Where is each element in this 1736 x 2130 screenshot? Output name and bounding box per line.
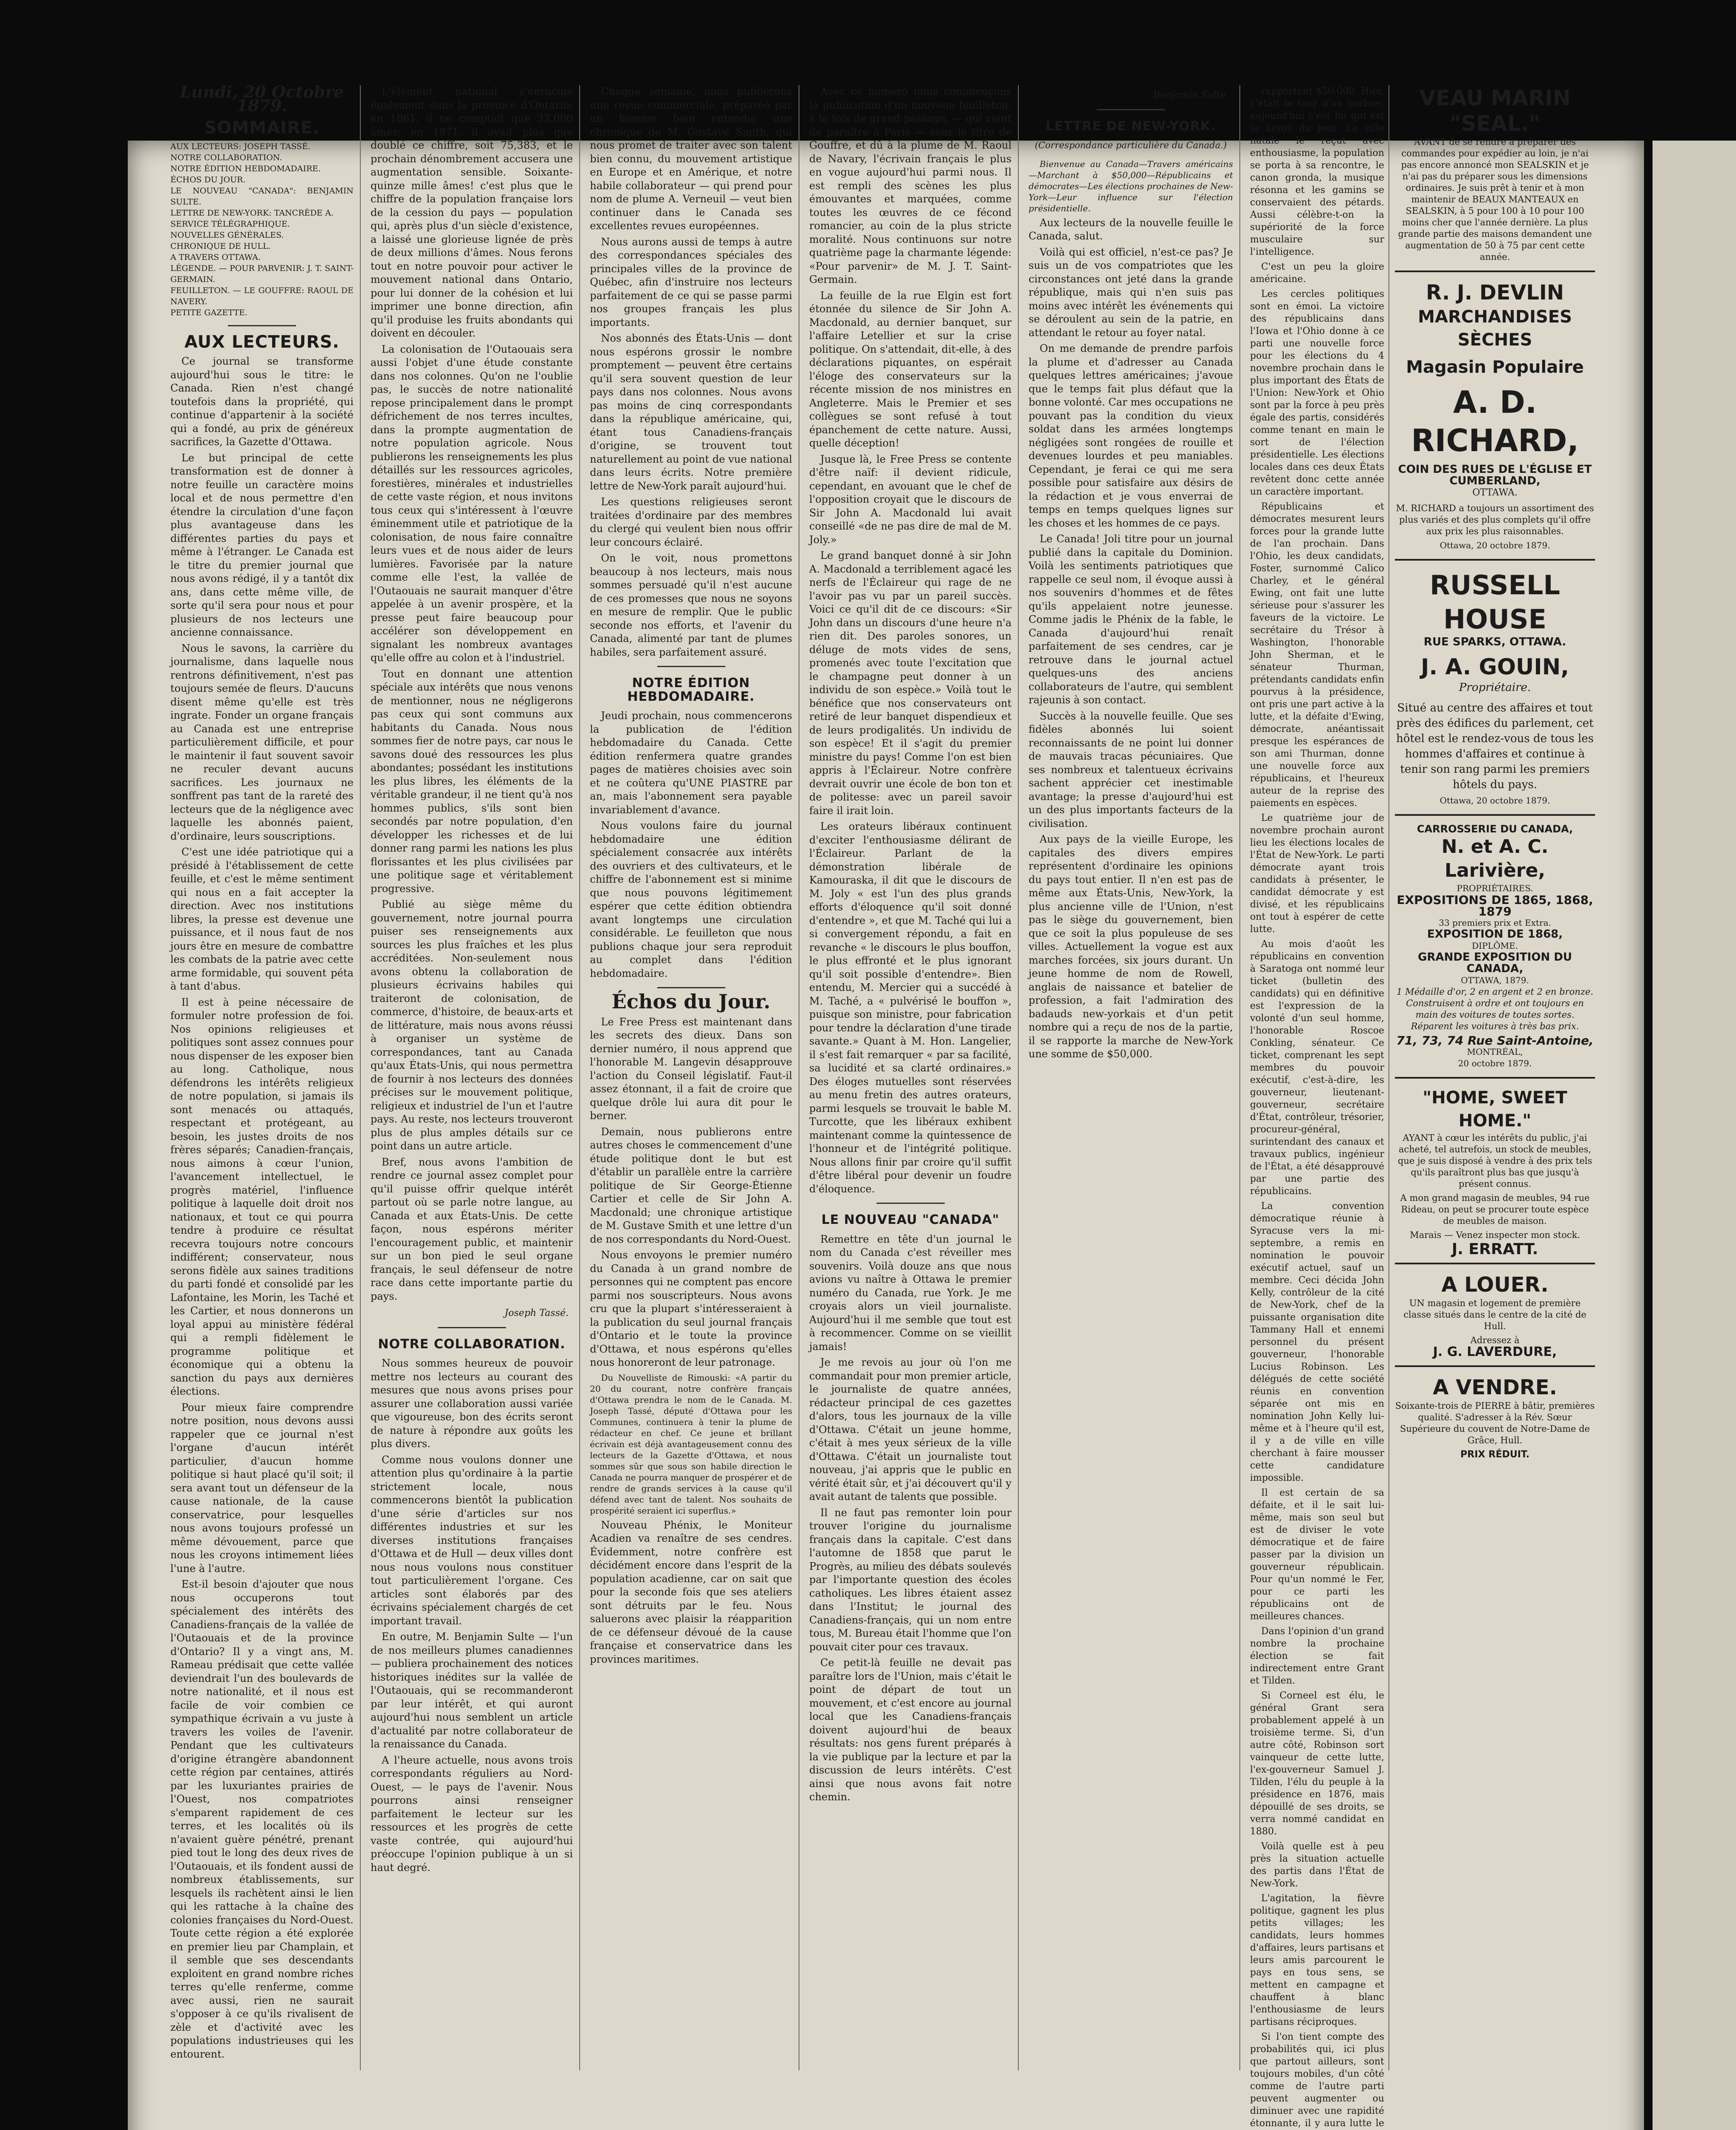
column-3	[590, 85, 792, 2070]
divider	[1097, 109, 1165, 110]
ad-date: 20 octobre 1879.	[1458, 1058, 1532, 1068]
article-paragraph: Il est à peine nécessaire de formuler notre profession de foi. Nos opinions religieuses et politiques sont assez connues pour nous dispenser de les exposer bien au long. Catholique, nous défendrons les intérêts religieux de notre population, si jamais ils sont menacés ou attaqués, respectant et protégeant, au besoin, les justes droits de nos frères séparés; Canadien-français, nous aimons à cœur l'union, l'avancement intellectuel, le progrès matériel, l'influence politique à laquelle doit droit nos nationaux, et tout ce qui pourra tendre à produire ce résultat recevra toujours notre concours indifférent; conservateur, nous serons fidèle aux saines traditions du parti fondé et consolidé par les Lafontaine, les Morin, les Taché et les Cartier, et nous donnerons un loyal appui au ministère fédéral qui a rempli fidèlement le programme politique et économique qui a obtenu la sanction du pays aux dernières élections.	[170, 996, 354, 1397]
ad-body: 1 Médaille d'or, 2 en argent et 2 en bronze. Construisent à ordre et ont toujours en main des voitures de toutes sortes. Réparent les voitures à très bas prix.	[1397, 987, 1593, 1031]
article-paragraph: Pour mieux faire comprendre notre position, nous devons aussi rappeler que ce journal n'est l'organe d'aucun intérêt particulier, d'aucun homme politique si haut placé qu'il soit; il sera avant tout un défenseur de la cause nationale, de la cause conservatrice, pour lesquelles nous avons toujours professé un même dévouement, parce que nous les croyons intimement liées l'une à l'autre.	[170, 1401, 354, 1574]
ad-title: RUSSELL HOUSE	[1430, 570, 1560, 635]
ad-title: R. J. DEVLIN	[1426, 281, 1564, 305]
ad-expo: GRANDE EXPOSITION DU CANADA,	[1417, 951, 1572, 975]
ad-body: UN magasin et logement de première classe situés dans le centre de la cité de Hull.	[1403, 1298, 1587, 1331]
lettre-ny-title: LETTRE DE NEW-YORK.	[1046, 118, 1216, 134]
sommaire-item: NOTRE ÉDITION HEBDOMADAIRE.	[170, 164, 321, 173]
ad-subtitle: Magasin Populaire	[1406, 357, 1584, 377]
article-paragraph: Républicains et démocrates mesurent leurs forces pour la grande lutte de l'an prochain. Dans l'Ohio, les deux candidats, Foster, surnommé Calico Charley, et le général Ewing, ont fait une lutte sérieuse pour s'assurer les faveurs de la victoire. Le secrétaire du Trésor à Washington, l'honorable John Sherman, et le sénateur Thurman, prétendants candidats enfin pourvus à la présidence, ont pris une part active à la lutte, et la défaite d'Ewing, démocrate, anéantissait presque les espérances de son ami Thurman, donne une nouvelle force aux républicains, et l'heureux auteur de la reprise des paiements en espèces.	[1250, 501, 1384, 809]
divider	[1395, 1365, 1595, 1367]
ad-russell-house	[1395, 568, 1595, 806]
article-paragraph: A l'heure actuelle, nous avons trois correspondants réguliers au Nord-Ouest, — le pays de l'avenir. Nous pourrons ainsi renseigner parfaitement le lecteur sur les ressources et les progrès de cette vaste contrée, qui aujourd'hui préoccupe l'opinion publique à un si haut degré.	[371, 1754, 573, 1874]
ad-address: RUE SPARKS, OTTAWA.	[1423, 636, 1566, 648]
article-paragraph: Dans l'opinion d'un grand nombre la prochaine élection se fait indirectement entre Grant et Tilden.	[1250, 1626, 1384, 1686]
ad-body: AVANT de se rendre à préparer des commandes pour expédier au loin, je n'ai pas encore annoncé mon SEALSKIN et je n'ai pas du préparer sous les dimensions ordinaires. Je suis prêt à tenir et à mon maintenir de BEAUX MANTEAUX en SEALSKIN, à 5 pour 100 à 10 pour 100 moins cher que l'année dernière. La plus grande partie des maisons demandent une augmentation de 50 à 75 par cent cette année.	[1398, 137, 1592, 262]
article-paragraph: Ce journal se transforme aujourd'hui sous le titre: le Canada. Rien n'est changé toutefois dans la propriété, qui continue d'appartenir à la société qui a fondé, au prix de généreux sacrifices, la Gazette d'Ottawa.	[170, 355, 354, 448]
article-paragraph: Le quatrième jour de novembre prochain auront lieu les élections locales de l'État de New-York. Le parti démocrate ayant trois candidats à présenter, le candidat démocrate y est divisé, et les républicains ont tout à espérer de cette lutte.	[1250, 813, 1384, 935]
divider	[877, 1203, 945, 1204]
divider	[1395, 814, 1595, 816]
ad-name: A. D. RICHARD,	[1411, 384, 1579, 458]
article-paragraph: Remettre en tête d'un journal le nom du Canada c'est réveiller mes souvenirs. Voilà douze ans que nous avions vu naître à Ottawa le premier numéro du Canada, rue York. Je me croyais alors un vieil journaliste. Aujourd'hui il me semble que tout est à recommencer. Comme on se vieillit jamais!	[809, 1233, 1012, 1353]
lettre-ny-subtitle: (Correspondance particulière du Canada.)	[1035, 140, 1227, 150]
ad-date: Ottawa, 20 octobre 1879.	[1440, 795, 1550, 806]
article-paragraph: Publié au siège même du gouvernement, notre journal pourra puiser ses renseignements aux sources les plus fraîches et les plus accréditées. Non-seulement nous avons obtenu la collaboration de plusieurs écrivains habiles qui traiteront de colonisation, de commerce, d'histoire, de beaux-arts et de littérature, mais nous avons réussi à organiser un système de correspondances, tant au Canada qu'aux États-Unis, qui nous permettra de fournir à nos lecteurs des données précises sur le mouvement politique, religieux et industriel de l'un et l'autre pays. Au reste, nos lecteurs trouveront plus de plus amples détails sur ce point dans un autre article.	[371, 898, 573, 1152]
divider	[657, 987, 725, 988]
ad-owner: J. A. GOUIN,	[1420, 654, 1569, 680]
sommaire-item: CHRONIQUE DE HULL.	[170, 241, 271, 251]
aux-lecteurs-title: AUX LECTEURS.	[184, 332, 340, 352]
article-paragraph: La convention démocratique réunie à Syracuse vers la mi-septembre, a remis en nomination le pouvoir exécutif actuel, sauf un membre. Ceci décida John Kelly, contrôleur de la cité de New-York, chef de la puissante organisation dite Tammany Hall et ennemi personnel du présent gouverneur, l'honorable Lucius Robinson. Les délégués de cette société réunis en convention séparée ont mis en nomination John Kelly lui-même et à l'heure qu'il est, il y a de ville en ville cherchant à faire mousser cette candidature impossible.	[1250, 1201, 1384, 1483]
ad-body: Marais — Venez inspecter mon stock.	[1410, 1230, 1580, 1240]
article-summary: Bienvenue au Canada—Travers américains—Marchant à $50,000—Républicains et démocrates—Les élections prochaines de New-York—Leur influence sur l'élection présidentielle.	[1029, 158, 1233, 213]
column-rule	[1239, 85, 1240, 2070]
article-paragraph: En outre, M. Benjamin Sulte — l'un de nos meilleurs plumes canadiennes — publiera prochainement des notices historiques inédites sur la vallée de l'Outaouais, qui se recommanderont par leur intérêt, et qui auront aujourd'hui nous semblent un article d'actualité par notre collaborateur de la renaissance du Canada.	[371, 1631, 573, 1750]
article-paragraph: Comme nous voulons donner une attention plus qu'ordinaire à la partie strictement locale, nous commencerons bientôt la publication d'une série d'articles sur nos différentes industries et sur les diverses institutions françaises d'Ottawa et de Hull — deux villes dont nous nous voulons nous constituer tout particulièrement l'organe. Ces articles sont élaborés par des écrivains spécialement chargés de cet important travail.	[371, 1454, 573, 1627]
article-paragraph: Au mois d'août les républicains en convention à Saratoga ont nommé leur ticket (bulletin des candidats) qui en définitive est l'expression de la volonté d'un seul homme, l'honorable Roscoe Conkling, sénateur. Ce ticket, comprenant les sept membres du pouvoir exécutif, c'est-à-dire, les gouverneur, lieutenant-gouverneur, secrétaire d'État, contrôleur, trésorier, procureur-général, surintendant des canaux et travaux publics, ingénieur de l'État, a été désapprouvé par une partie des républicains.	[1250, 939, 1384, 1197]
article-paragraph: Les cercles politiques sont en émoi. La victoire des républicains dans l'Iowa et l'Ohio donne à ce parti une nouvelle force pour les élections du 4 novembre prochain dans le plus important des États de l'Union: New-York et Ohio sont par la force à peu près égale des partis, considérés comme tenant en main le sort de l'élection présidentielle. Les élections locales dans ces deux États revêtent donc cette année un caractère important.	[1250, 289, 1384, 497]
ad-title: CARROSSERIE DU CANADA,	[1417, 823, 1573, 835]
article-paragraph: La feuille de la rue Elgin est fort étonnée du silence de Sir John A. Macdonald, au dernier banquet, sur l'affaire Letellier et sur la crise politique. On s'attendait, dit-elle, à des déclarations piquantes, on espérait l'éloge des conservateurs sur la récente mission de nos ministres en Angleterre. Mais le Premier et ses collègues se sont refusé à tout épanchement de cette nature. Aussi, quelle déception!	[809, 289, 1012, 449]
sommaire-list	[170, 141, 354, 318]
ad-contact: Adressez à	[1470, 1335, 1520, 1345]
article-paragraph: Le grand banquet donné à sir John A. Macdonald a terriblement agacé les nerfs de l'Éclaireur qui rage de ne l'avoir pas vu par un pareil succès. Voici ce qu'il dit de ce discours: «Sir John dans un discours d'une heure n'a rien dit. Des paroles sonores, un déluge de mots vides de sens, promenés avec toute l'excitation que le champagne peut donner à un individu de son espèce.» Voilà tout le bénéfice que nos conservateurs ont retiré de leur banquet dispendieux et de leurs prodigalités. Un individu de son espèce! Et il s'agit du premier ministre du pays! Comme l'on est bien appris à l'Éclaireur. Notre confrère devrait ouvrir une école de bon ton et de politesse: avec un pareil savoir faire il irait loin.	[809, 550, 1012, 817]
dateline: Lundi, 20 Octobre 1879.	[180, 82, 344, 115]
ad-date: Ottawa, 20 octobre 1879.	[1440, 540, 1550, 550]
article-paragraph: rapportent $50,000. Hier, c'était le tour d'un barbier, aujourd'hui c'est lui qui est le héros du jour. La ville natale le reçut avec enthousiasme, la population se porta à sa rencontre, le canon gronda, la musique résonna et les gamins se conservaient des pétards. Aussi célèbre-t-on la supériorité de la force musculaire sur l'intelligence.	[1250, 86, 1384, 257]
article-paragraph: On le voit, nous promettons beaucoup à nos lecteurs, mais nous sommes persuadé qu'il n'est aucune de ces promesses que nous ne soyons en mesure de remplir. Que le public seconde nos efforts, et l'avenir du Canada, alimenté par tant de plumes habiles, sera parfaitement assuré.	[590, 552, 792, 658]
column-rule	[1018, 85, 1019, 2070]
article-paragraph: C'est une idée patriotique qui a présidé à l'établissement de cette feuille, et c'est le même sentiment qui nous en a fait accepter la direction. Avec nos institutions libres, la presse est devenue une puissance, et il nous faut de nos jours être en mesure de combattre les combats de la patrie avec cette arme formidable, qui souvent péta à tant d'abus.	[170, 846, 354, 992]
ad-title: VEAU MARIN "SEAL."	[1419, 86, 1571, 136]
ad-address: 71, 73, 74 Rue Saint-Antoine,	[1396, 1033, 1594, 1048]
sommaire-item: PETITE GAZETTE.	[170, 308, 247, 317]
ad-title: A LOUER.	[1441, 1273, 1549, 1297]
ad-owner: J. ERRATT.	[1451, 1241, 1538, 1258]
article-paragraph: Les questions religieuses seront traitées d'ordinaire par des membres du clergé qui veulent bien nous offrir leur concours éclairé.	[590, 496, 792, 548]
article-paragraph: Nous aurons aussi de temps à autre des correspondances spéciales des principales villes de la province de Québec, afin d'instruire nos lecteurs parfaitement de ce qui se passe parmi nos groupes français les plus importants.	[590, 236, 792, 328]
signature: Joseph Tassé.	[504, 1308, 569, 1318]
ad-expo: EXPOSITIONS DE 1865, 1868, 1879	[1397, 893, 1593, 918]
ad-expo: EXPOSITION DE 1868,	[1427, 928, 1563, 941]
sommaire-item: AUX LECTEURS: JOSEPH TASSÉ.	[170, 141, 311, 151]
column-rule	[579, 85, 580, 2070]
column-4	[809, 85, 1012, 2070]
ad-subtitle: MARCHANDISES SÈCHES	[1418, 307, 1572, 350]
ad-body: M. RICHARD a toujours un assortiment des plus variés et des plus complets qu'il offre aux prix les plus raisonnables.	[1396, 503, 1594, 536]
sommaire-item: FEUILLETON. — LE GOUFFRE: RAOUL DE NAVERY.	[170, 285, 354, 306]
ad-body: A mon grand magasin de meubles, 94 rue Rideau, on peut se procurer toute espèce de meubles de maison.	[1400, 1193, 1590, 1226]
divider	[1395, 1077, 1595, 1079]
article-paragraph: Tout en donnant une attention spéciale aux intérêts que nous venons de mentionner, nous ne négligerons pas ceux qui sont communs aux habitants du Canada. Nous nous sommes fier de notre pays, car nous le savons doué des ressources les plus abondantes; possédant les institutions les plus libres, les éléments de la véritable grandeur, il ne tient qu'à nos hommes publics, s'ils sont bien secondés par notre population, d'en développer les richesses et de lui donner rang parmi les nations les plus florissantes et les plus civilisées par une politique sage et véritablement progressive.	[371, 668, 573, 895]
notre-edition-title: NOTRE ÉDITION HEBDOMADAIRE.	[627, 676, 755, 704]
article-paragraph: Du Nouvelliste de Rimouski: «A partir du 20 du courant, notre confrère français d'Ottawa prendra le nom de le Canada. M. Joseph Tassé, député d'Ottawa pour les Communes, continuera à tenir la plume de rédacteur en chef. Ce jeune et brillant écrivain est déjà avantageusement connu des lecteurs de la Gazette d'Ottawa, et nous sommes sûr que sous son habile direction le Canada ne pourra manquer de prospérer et de rendre de grands services à la cause qu'il défend avec tant de talent. Nos souhaits de prospérité seraient ici superflus.»	[590, 1372, 793, 1516]
article-paragraph: Les orateurs libéraux continuent d'exciter l'enthousiasme délirant de l'Éclaireur. Parlant de la démonstration libérale de Kamouraska, il dit que le discours de M. Joly « est l'un des plus grands efforts d'éloquence qu'il soit donné d'entendre », et que M. Taché qui lui a si convergement répondu, a fait en revanche « le discours le plus bouffon, le plus effronté et le plus ignorant qu'il soit possible d'entendre». Bien entendu, M. Mercier qui a succédé à M. Taché, a « pulvérisé le bouffon », puisque son ministre, pour fabrication pour tendre la déclaration d'une tirade savante.» Quant à M. Hon. Langelier, il s'est fait remarquer « par sa facilité, sa lucidité et sa clarté ordinaires.» Des éloges mutuelles sont réservées au menu fretin des autres orateurs, parmi lesquels se trouvait le bable M. Turcotte, que les libéraux exhibent maintenant comme la quintessence de l'honneur et de l'intégrité politique. Nous allons finir par croire qu'il suffit d'être libéral pour devenir un foudre d'éloquence.	[809, 820, 1012, 1195]
ad-role: PROPRIÉTAIRES.	[1457, 883, 1533, 893]
ad-body: Situé au centre des affaires et tout près des édifices du parlement, cet hôtel est le rendez-vous de tous les hommes d'affaires et continue à tenir son rang parmi les premiers hôtels du pays.	[1396, 702, 1594, 791]
sommaire-item: LETTRE DE NEW-YORK: TANCRÈDE A.	[170, 208, 334, 218]
ad-role: Propriétaire.	[1459, 681, 1531, 694]
ad-city: MONTRÉAL,	[1467, 1047, 1523, 1057]
ad-prizes: 33 premiers prix et Extra.	[1439, 918, 1551, 928]
notre-collaboration-title: NOTRE COLLABORATION.	[378, 1336, 566, 1352]
article-paragraph: Aux pays de la vieille Europe, les capitales des divers empires représentent d'ordinaire les opinions du pays tout entier. Il n'en est pas de même aux États-Unis, New-York, la plus ancienne ville de l'Union, n'est pas le siège du gouvernement, bien que ce soit la plus populeuse de ses villes. Actuellement la vogue est aux marches forcées, six jours durant. Un jeune homme de nom de Rowell, anglais de naissance et batelier de profession, a fait l'admiration des badauds new-yorkais et d'un petit nombre qui a reçu de nos de la partie, il se rapporte la marche de New-York une somme de $50,000.	[1029, 833, 1233, 1060]
article-paragraph: L'élément national s'enracine également dans la province d'Ontario; en 1861, il ne comptait que 33,000 âmes; en 1871, il avait plus que doublé ce chiffre, soit 75,383, et le prochain dénombrement accusera une augmentation sensible. Soixante-quinze mille âmes! c'est plus que le chiffre de la population française lors de la cession du pays — population qui, après plus d'un siècle d'existence, a laissé une glorieuse lignée de près de deux millions d'âmes. Nous ferons tout en notre pouvoir pour activer le mouvement national dans Ontario, pour lui donner de la cohésion et lui imprimer une bonne direction, afin qu'il produise les fruits abondants qui doivent en découler.	[371, 86, 573, 339]
adjacent-page-edge	[1653, 141, 1736, 2130]
ad-body: Soixante-trois de PIERRE à bâtir, premières qualité. S'adresser à la Rév. Sœur Supérieure du couvent de Notre-Dame de Grâce, Hull.	[1395, 1401, 1595, 1445]
article-paragraph: Le Canada! Joli titre pour un journal publié dans la capitale du Dominion. Voilà les sentiments patriotiques que rappelle ce seul nom, il évoque aussi à nos souvenirs d'hommes et de fêtes qu'ils appelaient notre jeunesse. Comme jadis le Phénix de la fable, le Canada d'aujourd'hui renaît parfaitement de ses cendres, car je retrouve dans le journal actuel quelques-uns des anciens collaborateurs de l'autre, qui semblent rajeunis à son contact.	[1029, 533, 1233, 706]
echos-title: Échos du Jour.	[612, 990, 770, 1013]
article-paragraph: La colonisation de l'Outaouais sera aussi l'objet d'une étude constante dans nos colonnes. Qu'on ne l'oublie pas, le succès de notre nationalité repose principalement dans le prompt défrichement de nos terres incultes, dans la prompte augmentation de notre population agricole. Nous publierons les renseignements les plus détaillés sur les ressources agricoles, forestières, minérales et industrielles de cette vaste région, et nous invitons tous ceux qui s'intéressent à l'œuvre éminemment utile et patriotique de la colonisation, de nous faire connaître leurs vues et de nous aider de leurs lumières. Favorisée par la nature comme elle l'est, la vallée de l'Outaouais ne saurait manquer d'être appelée à un avenir prospère, et la presse peut faire beaucoup pour accélérer son développement en signalant les nombreux avantages qu'elle offre au colon et à l'industriel.	[371, 343, 573, 664]
article-paragraph: C'est un peu la gloire américaine.	[1250, 262, 1384, 285]
divider	[1395, 1263, 1595, 1264]
sommaire-title: SOMMAIRE.	[204, 118, 320, 138]
ad-body: AYANT à cœur les intérêts du public, j'ai acheté, tel autrefois, un stock de meubles, que je suis disposé à vendre à des prix tels qu'ils paraîtront plus bas que jusqu'à présent connus.	[1397, 1133, 1592, 1189]
sommaire-item: SERVICE TÉLÉGRAPHIQUE.	[170, 219, 290, 229]
divider	[228, 325, 296, 326]
column-rule	[360, 85, 361, 2070]
article-paragraph: Le but principal de cette transformation est de donner à notre feuille un caractère moins local et de nous permettre d'en étendre la circulation d'une façon plus avantageuse dans les différentes parties du pays et même à l'étranger. Le Canada est le titre du premier journal que nous avons rédigé, il y a tantôt dix ans, dans cette même ville, de sorte qu'il sera pour nous et pour plusieurs de nos lecteurs une ancienne connaissance.	[170, 452, 354, 638]
divider	[657, 666, 725, 667]
ad-seal	[1395, 85, 1595, 263]
column-5	[1029, 85, 1233, 2070]
sommaire-item: NOTRE COLLABORATION.	[170, 153, 282, 162]
column-1	[170, 82, 354, 2070]
ad-address: COIN DES RUES DE L'ÉGLISE ET CUMBERLAND,	[1398, 463, 1592, 487]
article-paragraph: Jeudi prochain, nous commencerons la publication de l'édition hebdomadaire du Canada. Cette édition renfermera quatre grandes pages de matières choisies avec soin et ne coûtera qu'UNE PIASTRE par an, mais l'abonnement sera payable invariablement d'avance.	[590, 710, 792, 816]
column-rule	[1388, 85, 1389, 2070]
article-paragraph: Il est certain de sa défaite, et il le sait lui-même, mais son seul but est de diviser le vote démocratique et de faire passer par la division un gouverneur républicain. Pour qu'un nommé le Fer, pour ce parti les républicains ont de meilleures chances.	[1250, 1488, 1384, 1622]
article-paragraph: Voilà quelle est à peu près la situation actuelle des partis dans l'État de New-York.	[1250, 1841, 1384, 1889]
article-paragraph: Si Corneel est élu, le général Grant sera probablement appelé à un troisième terme. Si, d'un autre côté, Robinson sort vainqueur de cette lutte, l'ex-gouverneur Samuel J. Tilden, l'élu du peuple à la présidence en 1876, mais dépouillé de ses droits, se verra nommé candidat en 1880.	[1250, 1690, 1384, 1837]
article-paragraph: Je me revois au jour où l'on me commandait pour mon premier article, le journaliste de quatre années, rédacteur principal de ces gazettes d'alors, tous les journaux de la ville d'Ottawa. C'était un jeune homme, c'était à mes yeux sérieux de la ville d'Ottawa. C'était un journaliste tout nouveau, j'ai appris que le public en vérité était sûr, et j'ai découvert qu'il y avait autant de talents que possible.	[809, 1356, 1012, 1503]
sommaire-item: LE NOUVEAU "CANADA": BENJAMIN SULTE.	[170, 186, 354, 207]
ad-home-sweet-home	[1395, 1086, 1595, 1258]
article-paragraph: Nouveau Phénix, le Moniteur Acadien va renaître de ses cendres. Évidemment, notre confrère est décidément encore dans l'esprit de la population acadienne, car on sait que pour la seconde fois que ses ateliers sont détruits par le feu. Nous saluerons avec plaisir la réapparition de ce défenseur dévoué de la cause française et conservatrice dans les provinces maritimes.	[590, 1519, 792, 1665]
column-2	[371, 85, 573, 2070]
ad-title: "HOME, SWEET HOME."	[1423, 1088, 1567, 1131]
ad-a-vendre	[1395, 1375, 1595, 1460]
ad-city: OTTAWA.	[1472, 487, 1518, 498]
divider	[438, 1327, 506, 1328]
sommaire-item: ÉCHOS DU JOUR.	[170, 175, 246, 184]
ad-names: N. et A. C. Larivière,	[1441, 836, 1549, 881]
nouveau-canada-title: LE NOUVEAU "CANADA"	[821, 1212, 1000, 1227]
article-paragraph: Ce petit-là feuille ne devait pas paraître lors de l'Union, mais c'était le point de départ de tout un mouvement, et c'est encore au journal local que les Canadiens-français doivent aujourd'hui de beaux résultats: nos gens furent préparés à la vie publique par la lecture et par la discussion de leurs intérêts. C'est ainsi que nous avons fait notre chemin.	[809, 1657, 1012, 1803]
article-paragraph: Aux lecteurs de la nouvelle feuille le Canada, salut.	[1029, 216, 1233, 242]
article-paragraph: Bref, nous avons l'ambition de rendre ce journal assez complet pour qu'il puisse offrir quelque intérêt partout où se parle notre langue, au Canada et aux États-Unis. De cette façon, nous espérons mériter l'encouragement public, et maintenir sur un bon pied le seul organe français, le seul défenseur de notre race dans cette importante partie du pays.	[371, 1156, 573, 1302]
divider	[1395, 559, 1595, 561]
sommaire-item: NOUVELLES GÉNÉRALES.	[170, 230, 284, 240]
article-paragraph: Est-il besoin d'ajouter que nous nous occuperons tout spécialement des intérêts des Canadiens-français de la vallée de l'Outaouais et de la province d'Ontario? Il y a vingt ans, M. Rameau prédisait que cette vallée deviendrait l'un des boulevards de notre nationalité, et il nous est facile de voir combien ce sympathique écrivain a vu juste à travers les voiles de l'avenir. Pendant que les cultivateurs d'origine étrangère abandonnent cette région par centaines, attirés par les luxuriantes prairies de l'Ouest, nos compatriotes s'emparent rapidement de ces terres, et les localités où ils n'avaient guère pénétré, prenant pied tout le long des deux rives de l'Outaouais, et ils fondent aussi de nombreux établissements, sur lesquels ils rachètent ainsi le lien qui les rattache à la chaîne des colonies françaises du Nord-Ouest. Toute cette région a été explorée en premier lieu par Champlain, et il semble que ses descendants exploitent en grand nombre riches terres qu'elle renferme, comme avec aussi, rien ne saurait s'opposer à ce qu'ils rivalisent de zèle et d'activité avec les populations industrieuses qui les entourent.	[170, 1578, 354, 2060]
column-6	[1250, 85, 1384, 2129]
ad-devlin-richard	[1395, 280, 1595, 551]
signature: Benjamin Sulte.	[1153, 90, 1229, 101]
article-paragraph: Nous envoyons le premier numéro du Canada à un grand nombre de personnes qui ne comptent pas encore parmi nos souscripteurs. Nous avons cru que la plupart s'intéresseraient à la publication du seul journal français d'Ontario et le toute la province d'Ottawa, et nous espérons qu'elles nous honoreront de leur patronage.	[590, 1249, 792, 1368]
article-paragraph: Voilà qui est officiel, n'est-ce pas? Je suis un de vos compatriotes que les circonstances ont jeté dans la grande république, mais qui n'en suis pas moins avec intérêt les événements qui se déroulent au sein de la patrie, en attendant le retour au foyer natal.	[1029, 246, 1233, 339]
article-paragraph: Jusque là, le Free Press se contente d'être naïf: il devient ridicule, cependant, en avouant que le chef de l'opposition croyait que le discours de Sir John A. Macdonald lui avait conseillé «de ne pas dire de mal de M. Joly.»	[809, 453, 1012, 546]
article-paragraph: Avec ce numéro nous commençons la publication d'un nouveau feuilleton, à la fois de grand passage, — qui vient de paraître à Paris — sous le titre de Gouffre, et dû à la plume de M. Raoul de Navary, l'écrivain français le plus en vogue aujourd'hui parmi nous. Il est rempli des scènes les plus émouvantes et marquées, comme toutes les œuvres de ce fécond romancier, au coin de la plus stricte moralité. Nous continuons sur notre quatrième page la charmante légende: «Pour parvenir» de M. J. T. Saint-Germain.	[809, 86, 1012, 285]
ad-title: A VENDRE.	[1433, 1376, 1557, 1399]
ad-a-louer	[1395, 1272, 1595, 1358]
article-paragraph: Succès à la nouvelle feuille. Que ses fidèles abonnés lui soient reconnaissants de ne point lui donner de mauvais tracas pécuniaires. Que ses nombreux et talentueux écrivains sachent apprécier cet inestimable avantage; la presse d'aujourd'hui est un des plus importants facteurs de la civilisation.	[1029, 710, 1233, 829]
article-paragraph: Si l'on tient compte des probabilités qui, ici plus que partout ailleurs, sont toujours mobiles, d'un côté comme de l'autre parti peuvent augmenter ou diminuer avec une rapidité étonnante, il y aura lutte le	[1250, 2032, 1384, 2129]
article-paragraph: Nous voulons faire du journal hebdomadaire une édition spécialement consacrée aux intérêts des ouvriers et des cultivateurs, et le chiffre de l'abonnement est si minime que nous pouvons légitimement espérer que cette édition obtiendra avant longtemps une circulation considérable. Le feuilleton que nous publions chaque jour sera reproduit au complet dans l'édition hebdomadaire.	[590, 820, 792, 979]
article-paragraph: On me demande de prendre parfois la plume et d'adresser au Canada quelques lettres américaines; j'avoue que le temps fait plus défaut que la bonne volonté. Car mes occupations ne pouvant pas la condition du vieux soldat dans les armées longtemps négligées sont rongées de rouille et devenues lourdes et peu maniables. Cependant, je ferai ce qui me sera possible pour satisfaire aux désirs de la rédaction et je vous enverrai de temps en temps quelques lignes sur les choses et les hommes de ce pays.	[1029, 343, 1233, 529]
article-paragraph: Il ne faut pas remonter loin pour trouver l'origine du journalisme français dans la capitale. C'est dans l'automne de 1858 que parut le Progrès, au milieu des débats soulevés par l'importante question des écoles catholiques. Les libres étaient assez dans l'Institut; le journal des Canadiens-français, qui un nom entre tous, M. Bureau était l'homme que l'on pouvait citer pour ces travaux.	[809, 1506, 1012, 1653]
ad-expo-city: OTTAWA, 1879.	[1461, 975, 1529, 985]
article-paragraph: Nous le savons, la carrière du journalisme, dans laquelle nous rentrons définitivement, n'est pas toujours semée de fleurs. D'aucuns disent même qu'elle est très ingrate. Fonder un organe français au Canada est une entreprise particulièrement difficile, et pour le maintenir il faut souvent savoir ne reculer devant aucuns sacrifices. Les journaux ne sonffrent pas tant de la rareté des lecteurs que de la négligence avec laquelle les abonnés paient, d'ordinaire, leurs souscriptions.	[170, 642, 354, 842]
ad-diplome: DIPLÔME.	[1472, 941, 1518, 951]
article-paragraph: Nous sommes heureux de pouvoir mettre nos lecteurs au courant des mesures que nous avons prises pour assurer une collaboration aussi variée que vigoureuse, bon des écrits seront de nature à répondre aux goûts les plus divers.	[371, 1357, 573, 1450]
article-paragraph: Le Free Press est maintenant dans les secrets des dieux. Dans son dernier numéro, il nous apprend que l'honorable M. Langevin désapprouve l'action du Conseil législatif. Faut-il assez étonnant, il a fait de croire que quelque drôle lui aura dit pour le berner.	[590, 1016, 792, 1122]
sommaire-item: LÉGENDE. — POUR PARVENIR: J. T. SAINT-GERMAIN.	[170, 263, 354, 284]
article-paragraph: Chaque semaine, nous publierons une revue commerciale, préparée par un homme bien entendu; une chronique de M. Gustave Smith, qui nous promet de traiter avec son talent bien connu, du mouvement artistique en Europe et en Amérique, et notre habile collaborateur — qui prend pour nom de plume A. Verneuil — veut bien continuer dans le Canada ses excellentes revues européennes.	[590, 86, 792, 232]
ad-carrosserie	[1395, 823, 1595, 1069]
article-paragraph: L'agitation, la fièvre politique, gagnent les plus petits villages; les candidats, leurs hommes d'affaires, leurs partisans et leurs amis parcourent le pays en tous sens, se mettent en campagne et chauffent à blanc l'enthousiasme de leurs partisans réciproques.	[1250, 1893, 1384, 2027]
column-ads	[1395, 85, 1595, 2070]
sommaire-item: A TRAVERS OTTAWA.	[170, 252, 261, 262]
divider	[1395, 271, 1595, 272]
article-paragraph: Nos abonnés des États-Unis — dont nous espérons grossir le nombre promptement — peuvent être certains qu'il sera souvent question de leur pays dans nos colonnes. Nous avons pas moins de cinq correspondants dans la république américaine, qui, étant tous Canadiens-français d'origine, se trouvent tout naturellement au point de vue national dans leurs écrits. Notre première lettre de New-York paraît aujourd'hui.	[590, 332, 792, 492]
ad-name: J. G. LAVERDURE,	[1433, 1344, 1557, 1359]
ad-price: PRIX RÉDUIT.	[1460, 1449, 1530, 1460]
article-paragraph: Demain, nous publierons entre autres choses le commencement d'une étude politique dont le but est d'établir un parallèle entre la carrière politique de Sir George-Étienne Cartier et celle de Sir John A. Macdonald; une chronique artistique de M. Gustave Smith et une lettre d'un de nos correspondants du Nord-Ouest.	[590, 1125, 792, 1245]
